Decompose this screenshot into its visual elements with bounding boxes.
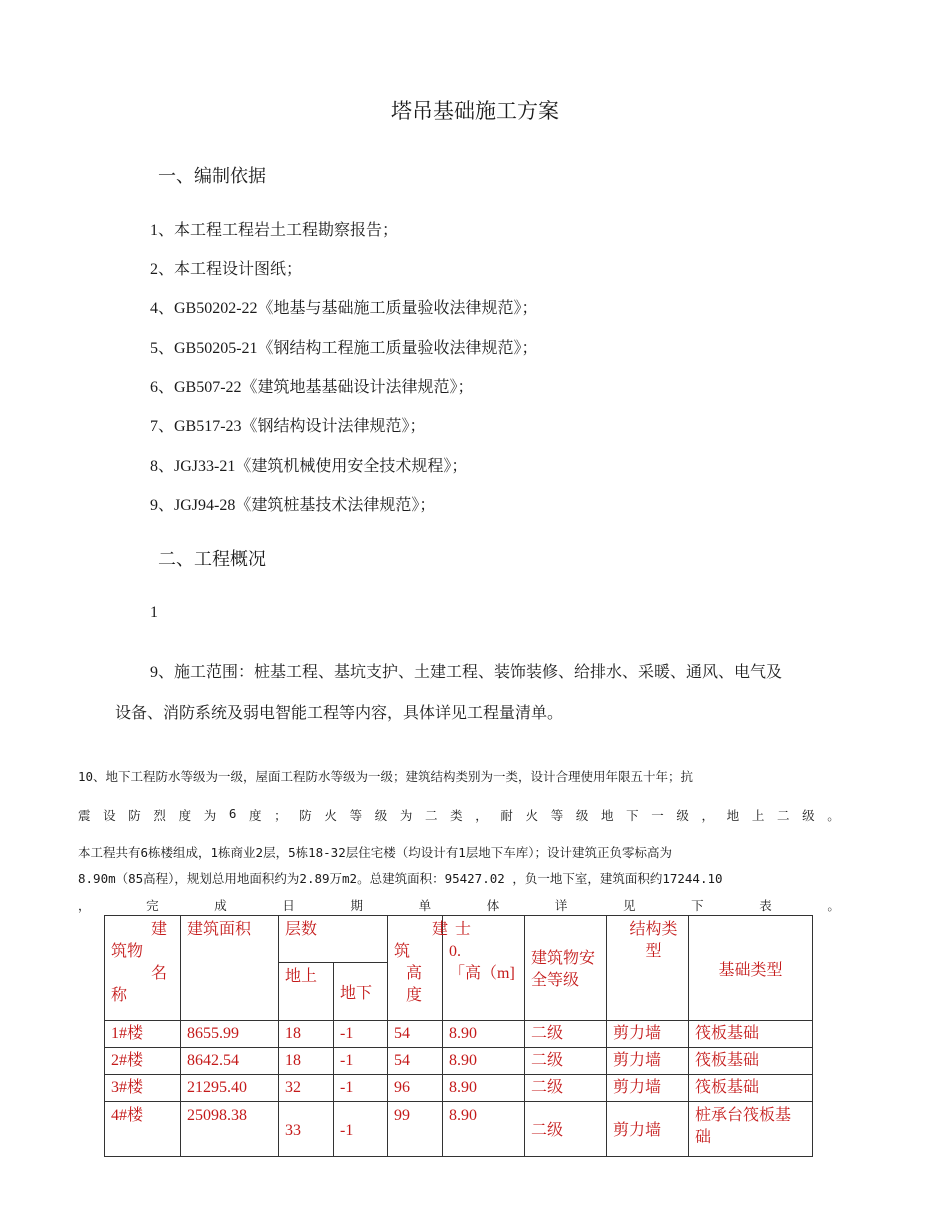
p10-char: 度 xyxy=(249,808,262,823)
basis-item-3: 4、GB50202-22《地基与基础施工质量验收法律规范》； xyxy=(150,300,538,317)
p10-line-3: 本工程共有6栋楼组成，1栋商业2层，5栋18-32层住宅楼（均设计有1层地下车库）；设计建筑正负零标高为 xyxy=(78,845,673,860)
scope-line-1: 9、施工范围：桩基工程、基坑支护、土建工程、装饰装修、给排水、采暖、通风、电气及 xyxy=(150,664,783,681)
basis-item-1: 1、本工程工程岩土工程勘察报告； xyxy=(150,222,399,239)
p10-char: 。 xyxy=(827,898,840,913)
p10-char: 二 xyxy=(424,808,438,823)
p10-line-2 xyxy=(78,806,840,824)
p10-char: 期 xyxy=(350,898,364,913)
p10-char: 为 xyxy=(399,808,413,823)
header-floors: 层数 xyxy=(279,916,388,963)
p10-char: 级 xyxy=(575,808,589,823)
p10-char: ， xyxy=(475,808,488,823)
basis-item-2: 2、本工程设计图纸； xyxy=(150,261,303,278)
header-zero-elevation: 士 0. 「高（m] xyxy=(443,916,525,1021)
header-building-name: 建 筑物 名 称 xyxy=(105,916,181,1021)
header-area: 建筑面积 xyxy=(181,916,279,1021)
basis-item-8: 9、JGJ94-28《建筑桩基技术法律规范》； xyxy=(150,497,436,514)
table-row: 3#楼 21295.40 32 -1 96 8.90 二级 剪力墙 筏板基础 xyxy=(105,1075,813,1102)
p10-char: 日 xyxy=(282,898,295,913)
p10-char: 类 xyxy=(450,808,463,823)
p10-char: 上 xyxy=(751,808,765,823)
p10-char: 为 xyxy=(203,808,217,823)
header-above-ground: 地上 xyxy=(279,963,334,1021)
p10-char: 设 xyxy=(103,808,116,823)
p10-char: ， xyxy=(701,808,715,823)
p10-char: 一 xyxy=(651,808,664,823)
p10-char: 二 xyxy=(776,808,790,823)
p10-char: 。 xyxy=(827,808,840,823)
basis-item-6: 7、GB517-23《钢结构设计法律规范》； xyxy=(150,418,426,435)
p10-char: 等 xyxy=(349,808,363,823)
scope-line-2: 设备、消防系统及弱电智能工程等内容，具体详见工程量清单。 xyxy=(115,705,564,722)
section-heading-basis: 一、编制依据 xyxy=(158,166,266,186)
p10-char: 级 xyxy=(802,808,815,823)
table-header-row xyxy=(105,916,813,963)
p10-char: 地 xyxy=(726,808,740,823)
basis-item-5: 6、GB507-22《建筑地基基础设计法律规范》； xyxy=(150,379,474,396)
p10-line-1: 10、地下工程防水等级为一级，屋面工程防水等级为一级；建筑结构类别为一类，设计合理使用年限五十年；抗 xyxy=(78,769,694,784)
section-heading-overview: 二、工程概况 xyxy=(158,549,266,569)
p10-char: 度 xyxy=(178,808,192,823)
p10-char: 6 xyxy=(228,806,237,821)
p10-char: 震 xyxy=(78,808,91,823)
p10-char: 级 xyxy=(676,808,689,823)
header-foundation-type: 基础类型 xyxy=(689,916,813,1021)
p10-char: 级 xyxy=(374,808,388,823)
building-table xyxy=(104,915,813,1157)
p10-char: 火 xyxy=(324,808,337,823)
page-title: 塔吊基础施工方案 xyxy=(391,99,559,123)
basis-item-7: 8、JGJ33-21《建筑机械使用安全技术规程》； xyxy=(150,458,468,475)
p10-char: 地 xyxy=(600,808,614,823)
p10-char: 耐 xyxy=(500,808,513,823)
p10-char: 火 xyxy=(525,808,539,823)
p10-char: ， xyxy=(78,898,91,913)
p10-char: 成 xyxy=(214,898,227,913)
overview-number: 1 xyxy=(150,604,158,621)
p10-char: 单 xyxy=(418,898,432,913)
p10-char: 完 xyxy=(146,898,159,913)
table-row: 4#楼 25098.38 33 -1 99 8.90 二级 剪力墙 桩承台筏板基础 xyxy=(105,1102,813,1157)
p10-char: 体 xyxy=(486,898,500,913)
p10-char: 见 xyxy=(623,898,636,913)
p10-char: 烈 xyxy=(153,808,166,823)
basis-item-4: 5、GB50205-21《钢结构工程施工质量验收法律规范》； xyxy=(150,340,538,357)
header-safety-grade: 建筑物安全等级 xyxy=(525,916,607,1021)
p10-char: 下 xyxy=(626,808,639,823)
p10-char: 详 xyxy=(554,898,568,913)
header-structure-type: 结构类型 xyxy=(607,916,689,1021)
p10-char: ； xyxy=(274,808,287,823)
p10-char: 等 xyxy=(550,808,564,823)
table-row: 1#楼 8655.99 18 -1 54 8.90 二级 剪力墙 筏板基础 xyxy=(105,1021,813,1048)
p10-char: 防 xyxy=(299,808,312,823)
header-below-ground: 地下 xyxy=(334,963,388,1021)
p10-line-4: 8.90m（85高程），规划总用地面积约为2.89万m2。总建筑面积：95427.02 ，负一地下室，建筑面积约17244.10 xyxy=(78,871,723,886)
p10-char: 表 xyxy=(759,898,772,913)
p10-char: 下 xyxy=(691,898,704,913)
p10-line-5 xyxy=(78,896,840,914)
table-row: 2#楼 8642.54 18 -1 54 8.90 二级 剪力墙 筏板基础 xyxy=(105,1048,813,1075)
header-height: 建 筑 高度 xyxy=(388,916,443,1021)
p10-char: 防 xyxy=(128,808,141,823)
